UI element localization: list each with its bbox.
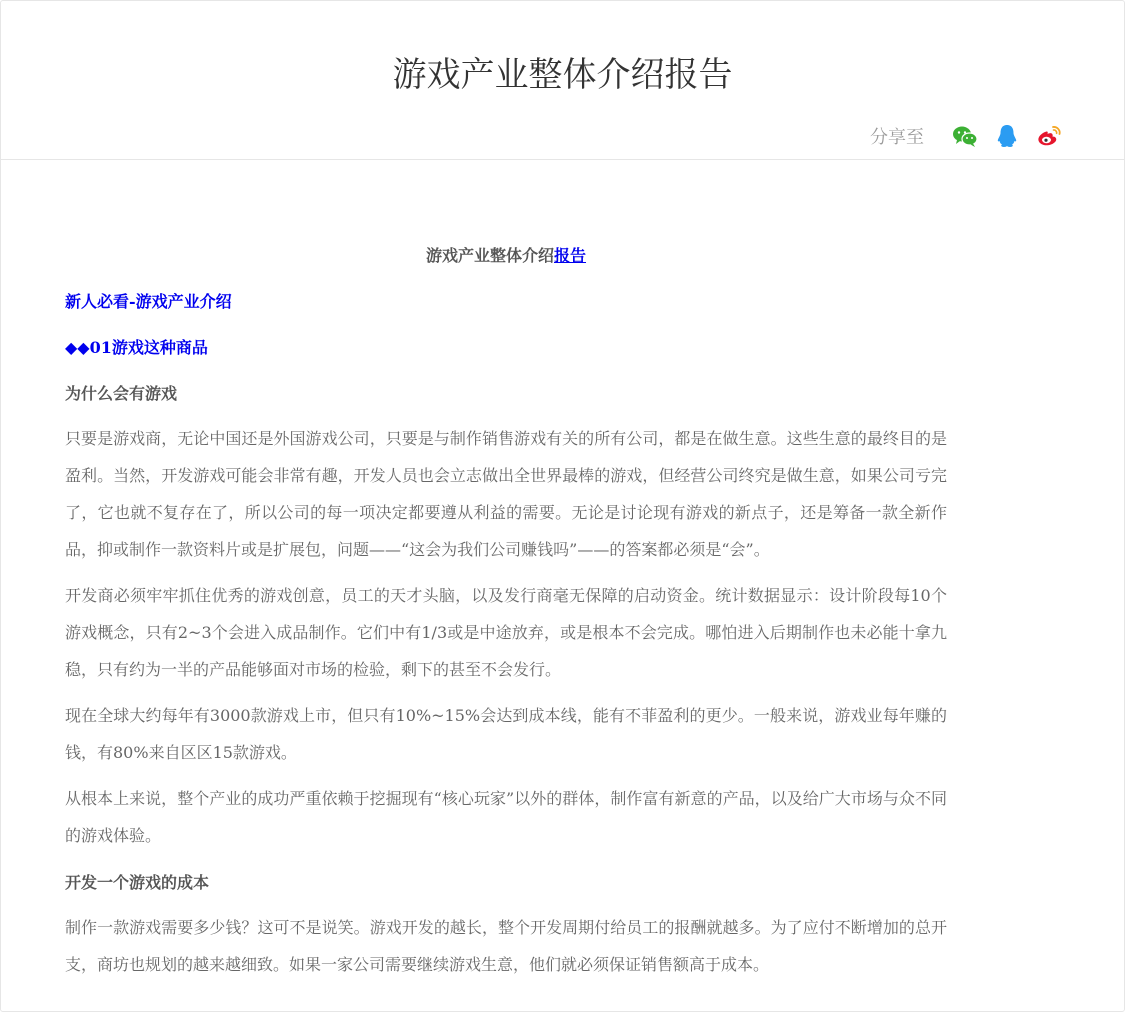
- share-label: 分享至: [870, 127, 924, 148]
- weibo-icon[interactable]: [1034, 121, 1064, 151]
- share-bar: [870, 121, 1064, 151]
- article-body: [65, 236, 947, 992]
- article-title-text: 游戏产业整体介绍: [425, 246, 554, 265]
- section-heading: 为什么会有游戏: [65, 384, 178, 403]
- chapter-heading: ◆◆01游戏这种商品: [65, 338, 208, 357]
- intro-heading: 新人必看-游戏产业介绍: [65, 292, 232, 311]
- article-title: [65, 236, 947, 276]
- article-title-link[interactable]: 报告: [554, 246, 587, 265]
- page-title: 游戏产业整体介绍报告: [392, 55, 733, 95]
- section-heading: 开发一个游戏的成本: [65, 873, 210, 892]
- paragraph: 现在全球大约每年有3000款游戏上市，但只有10%~15%会达到成本线，能有不菲盈利的更少。一般来说，游戏业每年赚的钱，有80%来自区区15款游戏。: [65, 706, 947, 762]
- paragraph: 从根本上来说，整个产业的成功严重依赖于挖掘现有“核心玩家”以外的群体，制作富有新意的产品，以及给广大市场与众不同的游戏体验。: [65, 789, 947, 845]
- page-header: [1, 1, 1124, 160]
- paragraph: 只要是游戏商，无论中国还是外国游戏公司，只要是与制作销售游戏有关的所有公司，都是在做生意。这些生意的最终目的是盈利。当然，开发游戏可能会非常有趣，开发人员也会立志做出全世界最棒的游戏，但经营公司终究是做生意，如果公司亏完了，它也就不复存在了，所以公司的每一项决定都要遵从利益的需要。无论是讨论现有游戏的新点子，还是筹备一款全新作品，抑或制作一款资料片或是扩展包，问题——“这会为我们公司赚钱吗”——的答案都必须是“会”。: [65, 429, 947, 559]
- paragraph: 制作一款游戏需要多少钱？这可不是说笑。游戏开发的越长，整个开发周期付给员工的报酬就越多。为了应付不断增加的总开支，商坊也规划的越来越细致。如果一家公司需要继续游戏生意，他们就必须保证销售额高于成本。: [65, 918, 947, 974]
- qq-icon[interactable]: [992, 121, 1022, 151]
- paragraph: 开发商必须牢牢抓住优秀的游戏创意，员工的天才头脑，以及发行商毫无保障的启动资金。统计数据显示：设计阶段每10个游戏概念，只有2~3个会进入成品制作。它们中有1/3或是中途放弃，或是根本不会完成。哪怕进入后期制作也未必能十拿九稳，只有约为一半的产品能够面对市场的检验，剩下的甚至不会发行。: [65, 586, 947, 679]
- wechat-icon[interactable]: [950, 121, 980, 151]
